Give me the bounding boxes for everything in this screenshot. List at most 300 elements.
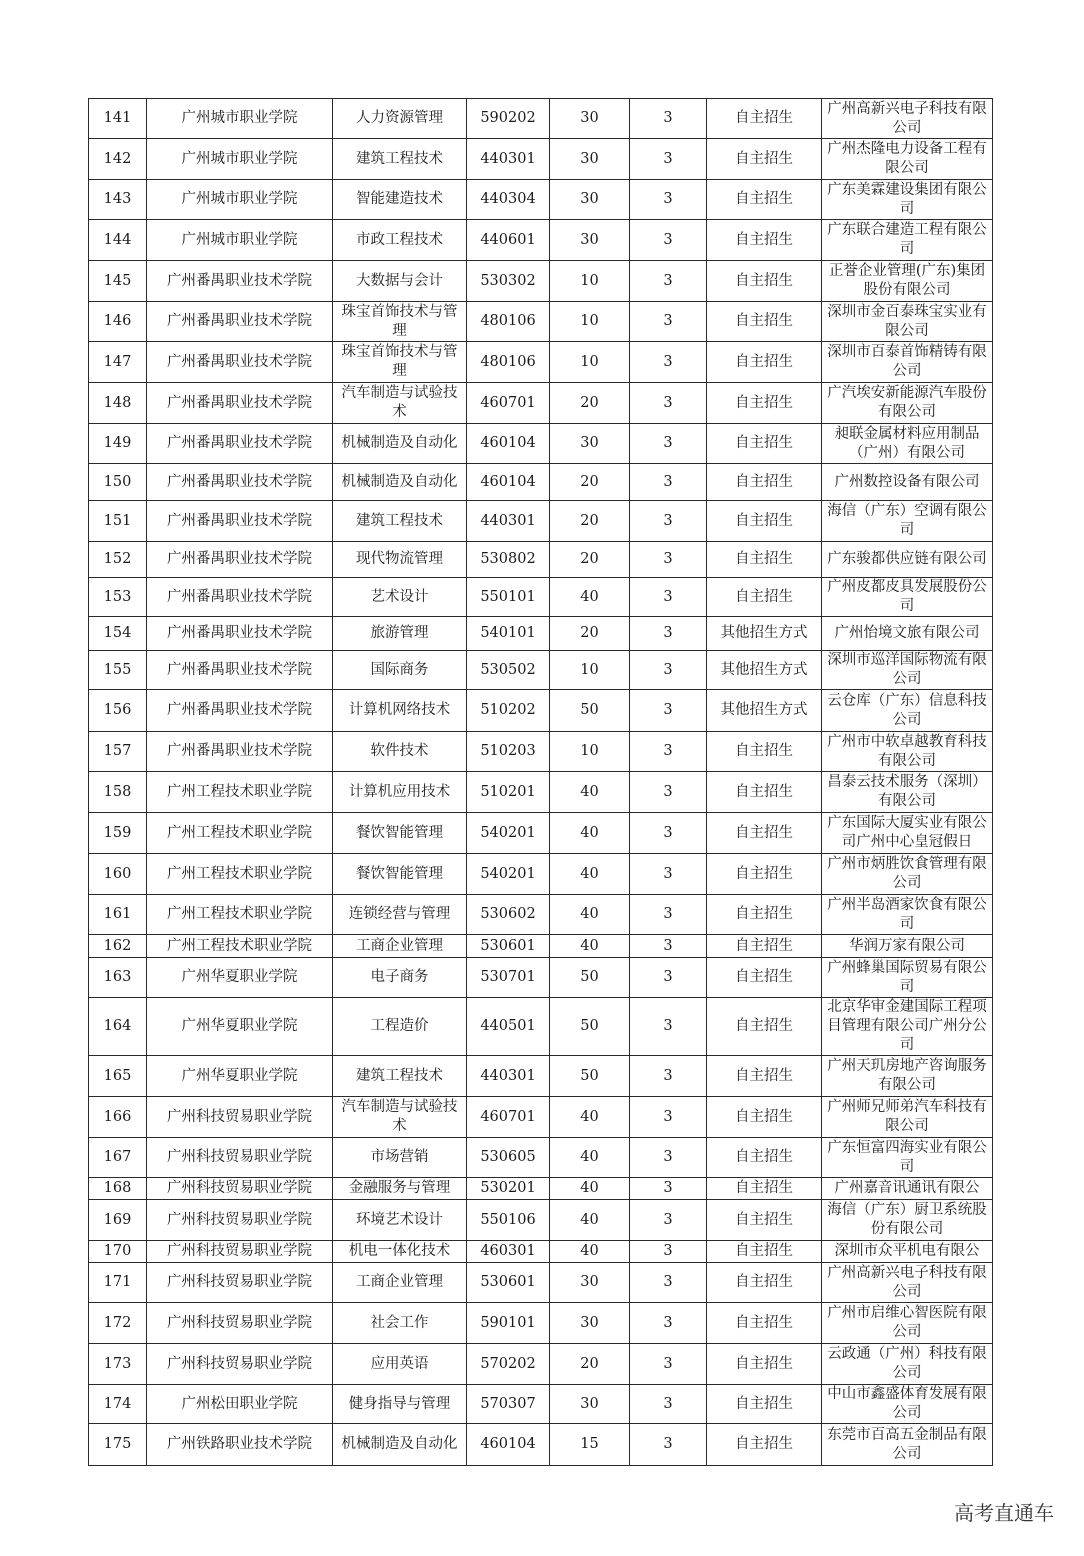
partner-company-cell: 海信（广东）厨卫系统股份有限公司	[822, 1200, 993, 1241]
program-years-cell: 3	[630, 935, 707, 958]
enrollment-method-cell: 自主招生	[707, 958, 822, 998]
table-row	[89, 895, 993, 935]
enrollment-method-cell: 自主招生	[707, 813, 822, 854]
table-row	[89, 1056, 993, 1097]
program-years-cell: 3	[630, 99, 707, 139]
enrollment-method-cell: 自主招生	[707, 998, 822, 1056]
major-code-cell: 590101	[467, 1303, 550, 1344]
school-name-cell: 广州番禺职业技术学院	[147, 261, 333, 302]
enrollment-method-cell: 自主招生	[707, 464, 822, 501]
major-name-cell: 软件技术	[333, 732, 467, 772]
table-row	[89, 1200, 993, 1241]
school-name-cell: 广州科技贸易职业学院	[147, 1138, 333, 1178]
row-number-cell: 154	[89, 617, 147, 651]
program-years-cell: 3	[630, 578, 707, 617]
major-name-cell: 电子商务	[333, 958, 467, 998]
table-row	[89, 854, 993, 895]
enrollment-method-cell: 自主招生	[707, 1097, 822, 1138]
program-years-cell: 3	[630, 383, 707, 424]
plan-count-cell: 10	[550, 732, 630, 772]
partner-company-cell: 广州高新兴电子科技有限公司	[822, 1263, 993, 1303]
school-name-cell: 广州工程技术职业学院	[147, 854, 333, 895]
enrollment-method-cell: 自主招生	[707, 383, 822, 424]
enrollment-method-cell: 自主招生	[707, 1178, 822, 1200]
major-code-cell: 460701	[467, 1097, 550, 1138]
row-number-cell: 166	[89, 1097, 147, 1138]
program-years-cell: 3	[630, 1241, 707, 1263]
program-years-cell: 3	[630, 958, 707, 998]
major-name-cell: 汽车制造与试验技术	[333, 1097, 467, 1138]
enrollment-method-cell: 自主招生	[707, 1263, 822, 1303]
program-years-cell: 3	[630, 1424, 707, 1466]
major-code-cell: 530201	[467, 1178, 550, 1200]
program-years-cell: 3	[630, 617, 707, 651]
major-name-cell: 汽车制造与试验技术	[333, 383, 467, 424]
major-code-cell: 530802	[467, 542, 550, 578]
major-name-cell: 机械制造及自动化	[333, 464, 467, 501]
major-code-cell: 460104	[467, 464, 550, 501]
partner-company-cell: 深圳市百泰首饰精铸有限公司	[822, 342, 993, 383]
enrollment-method-cell: 自主招生	[707, 1385, 822, 1424]
table-row	[89, 1178, 993, 1200]
program-years-cell: 3	[630, 1263, 707, 1303]
watermark: 高考直通车	[954, 1501, 1054, 1525]
partner-company-cell: 北京华审金建国际工程项目管理有限公司广州分公司	[822, 998, 993, 1056]
major-name-cell: 旅游管理	[333, 617, 467, 651]
partner-company-cell: 广州皮都皮具发展股份公司	[822, 578, 993, 617]
major-name-cell: 建筑工程技术	[333, 139, 467, 180]
partner-company-cell: 广州半岛酒家饮食有限公司	[822, 895, 993, 935]
table-row	[89, 617, 993, 651]
partner-company-cell: 广州市启维心智医院有限公司	[822, 1303, 993, 1344]
partner-company-cell: 广州天玑房地产咨询服务有限公司	[822, 1056, 993, 1097]
major-code-cell: 530302	[467, 261, 550, 302]
partner-company-cell: 深圳市巡洋国际物流有限公司	[822, 651, 993, 690]
enrollment-method-cell: 自主招生	[707, 220, 822, 261]
school-name-cell: 广州科技贸易职业学院	[147, 1303, 333, 1344]
plan-count-cell: 30	[550, 220, 630, 261]
table-row	[89, 998, 993, 1056]
enrollment-method-cell: 自主招生	[707, 1056, 822, 1097]
major-code-cell: 510202	[467, 690, 550, 732]
major-code-cell: 530502	[467, 651, 550, 690]
enrollment-method-cell: 自主招生	[707, 424, 822, 464]
school-name-cell: 广州番禺职业技术学院	[147, 651, 333, 690]
plan-count-cell: 50	[550, 998, 630, 1056]
school-name-cell: 广州科技贸易职业学院	[147, 1263, 333, 1303]
row-number-cell: 144	[89, 220, 147, 261]
table-row	[89, 1097, 993, 1138]
school-name-cell: 广州番禺职业技术学院	[147, 542, 333, 578]
table-row	[89, 220, 993, 261]
plan-count-cell: 30	[550, 1303, 630, 1344]
major-name-cell: 珠宝首饰技术与管理	[333, 302, 467, 342]
table-row	[89, 1303, 993, 1344]
row-number-cell: 150	[89, 464, 147, 501]
plan-count-cell: 20	[550, 542, 630, 578]
school-name-cell: 广州城市职业学院	[147, 180, 333, 220]
row-number-cell: 156	[89, 690, 147, 732]
plan-count-cell: 10	[550, 302, 630, 342]
major-code-cell: 570202	[467, 1344, 550, 1385]
school-name-cell: 广州松田职业学院	[147, 1385, 333, 1424]
major-code-cell: 530601	[467, 935, 550, 958]
program-years-cell: 3	[630, 424, 707, 464]
school-name-cell: 广州铁路职业技术学院	[147, 1424, 333, 1466]
plan-count-cell: 30	[550, 1385, 630, 1424]
row-number-cell: 165	[89, 1056, 147, 1097]
partner-company-cell: 广东美霖建设集团有限公司	[822, 180, 993, 220]
partner-company-cell: 广州蜂巢国际贸易有限公司	[822, 958, 993, 998]
partner-company-cell: 中山市鑫盛体育发展有限公司	[822, 1385, 993, 1424]
row-number-cell: 160	[89, 854, 147, 895]
enrollment-method-cell: 自主招生	[707, 1200, 822, 1241]
major-code-cell: 550101	[467, 578, 550, 617]
enrollment-method-cell: 自主招生	[707, 732, 822, 772]
school-name-cell: 广州番禺职业技术学院	[147, 617, 333, 651]
table-row	[89, 342, 993, 383]
enrollment-method-cell: 其他招生方式	[707, 651, 822, 690]
plan-count-cell: 50	[550, 1056, 630, 1097]
enrollment-method-cell: 自主招生	[707, 261, 822, 302]
table-row	[89, 139, 993, 180]
major-code-cell: 440301	[467, 1056, 550, 1097]
table-row	[89, 690, 993, 732]
enrollment-method-cell: 自主招生	[707, 99, 822, 139]
major-name-cell: 大数据与会计	[333, 261, 467, 302]
partner-company-cell: 广东恒富四海实业有限公司	[822, 1138, 993, 1178]
enrollment-method-cell: 自主招生	[707, 854, 822, 895]
partner-company-cell: 广东国际大厦实业有限公司广州中心皇冠假日	[822, 813, 993, 854]
program-years-cell: 3	[630, 998, 707, 1056]
major-code-cell: 440501	[467, 998, 550, 1056]
school-name-cell: 广州工程技术职业学院	[147, 935, 333, 958]
major-code-cell: 460301	[467, 1241, 550, 1263]
row-number-cell: 155	[89, 651, 147, 690]
plan-count-cell: 10	[550, 261, 630, 302]
program-years-cell: 3	[630, 342, 707, 383]
major-name-cell: 人力资源管理	[333, 99, 467, 139]
partner-company-cell: 云仓库（广东）信息科技公司	[822, 690, 993, 732]
row-number-cell: 141	[89, 99, 147, 139]
major-code-cell: 530605	[467, 1138, 550, 1178]
school-name-cell: 广州番禺职业技术学院	[147, 690, 333, 732]
major-name-cell: 连锁经营与管理	[333, 895, 467, 935]
table-row	[89, 464, 993, 501]
row-number-cell: 171	[89, 1263, 147, 1303]
program-years-cell: 3	[630, 813, 707, 854]
major-name-cell: 市场营销	[333, 1138, 467, 1178]
school-name-cell: 广州番禺职业技术学院	[147, 383, 333, 424]
major-name-cell: 国际商务	[333, 651, 467, 690]
program-years-cell: 3	[630, 220, 707, 261]
table-row	[89, 1138, 993, 1178]
major-name-cell: 智能建造技术	[333, 180, 467, 220]
row-number-cell: 161	[89, 895, 147, 935]
table-row	[89, 424, 993, 464]
row-number-cell: 169	[89, 1200, 147, 1241]
enrollment-method-cell: 自主招生	[707, 1241, 822, 1263]
major-name-cell: 艺术设计	[333, 578, 467, 617]
major-name-cell: 机械制造及自动化	[333, 424, 467, 464]
row-number-cell: 163	[89, 958, 147, 998]
plan-count-cell: 15	[550, 1424, 630, 1466]
program-years-cell: 3	[630, 180, 707, 220]
partner-company-cell: 广州高新兴电子科技有限公司	[822, 99, 993, 139]
partner-company-cell: 昶联金属材料应用制品（广州）有限公司	[822, 424, 993, 464]
plan-count-cell: 20	[550, 501, 630, 542]
plan-count-cell: 30	[550, 99, 630, 139]
plan-count-cell: 30	[550, 424, 630, 464]
program-years-cell: 3	[630, 1097, 707, 1138]
plan-count-cell: 40	[550, 813, 630, 854]
plan-count-cell: 20	[550, 383, 630, 424]
partner-company-cell: 深圳市众平机电有限公	[822, 1241, 993, 1263]
table-row	[89, 1385, 993, 1424]
enrollment-method-cell: 自主招生	[707, 302, 822, 342]
school-name-cell: 广州番禺职业技术学院	[147, 732, 333, 772]
program-years-cell: 3	[630, 302, 707, 342]
plan-count-cell: 40	[550, 935, 630, 958]
major-code-cell: 590202	[467, 99, 550, 139]
row-number-cell: 152	[89, 542, 147, 578]
plan-count-cell: 40	[550, 578, 630, 617]
program-years-cell: 3	[630, 1385, 707, 1424]
school-name-cell: 广州华夏职业学院	[147, 958, 333, 998]
major-name-cell: 机电一体化技术	[333, 1241, 467, 1263]
row-number-cell: 147	[89, 342, 147, 383]
row-number-cell: 168	[89, 1178, 147, 1200]
partner-company-cell: 广州杰隆电力设备工程有限公司	[822, 139, 993, 180]
school-name-cell: 广州番禺职业技术学院	[147, 424, 333, 464]
partner-company-cell: 广州怡境文旅有限公司	[822, 617, 993, 651]
school-name-cell: 广州番禺职业技术学院	[147, 302, 333, 342]
table-row	[89, 302, 993, 342]
row-number-cell: 143	[89, 180, 147, 220]
row-number-cell: 142	[89, 139, 147, 180]
row-number-cell: 146	[89, 302, 147, 342]
program-years-cell: 3	[630, 651, 707, 690]
row-number-cell: 172	[89, 1303, 147, 1344]
major-name-cell: 环境艺术设计	[333, 1200, 467, 1241]
major-code-cell: 440301	[467, 139, 550, 180]
school-name-cell: 广州科技贸易职业学院	[147, 1344, 333, 1385]
major-name-cell: 计算机网络技术	[333, 690, 467, 732]
table-row	[89, 651, 993, 690]
major-code-cell: 550106	[467, 1200, 550, 1241]
school-name-cell: 广州城市职业学院	[147, 99, 333, 139]
major-name-cell: 应用英语	[333, 1344, 467, 1385]
enrollment-method-cell: 自主招生	[707, 1424, 822, 1466]
enrollment-method-cell: 自主招生	[707, 542, 822, 578]
program-years-cell: 3	[630, 1344, 707, 1385]
major-name-cell: 工程造价	[333, 998, 467, 1056]
plan-count-cell: 40	[550, 895, 630, 935]
row-number-cell: 170	[89, 1241, 147, 1263]
program-years-cell: 3	[630, 1178, 707, 1200]
enrollment-table	[88, 98, 993, 1466]
enrollment-method-cell: 自主招生	[707, 1303, 822, 1344]
plan-count-cell: 40	[550, 1178, 630, 1200]
table-row	[89, 501, 993, 542]
major-name-cell: 餐饮智能管理	[333, 854, 467, 895]
row-number-cell: 159	[89, 813, 147, 854]
table-row	[89, 1344, 993, 1385]
plan-count-cell: 30	[550, 180, 630, 220]
major-name-cell: 市政工程技术	[333, 220, 467, 261]
major-name-cell: 计算机应用技术	[333, 772, 467, 813]
partner-company-cell: 广东骏都供应链有限公司	[822, 542, 993, 578]
program-years-cell: 3	[630, 1200, 707, 1241]
enrollment-method-cell: 自主招生	[707, 772, 822, 813]
partner-company-cell: 华润万家有限公司	[822, 935, 993, 958]
table-body	[89, 99, 993, 1466]
partner-company-cell: 昌泰云技术服务（深圳）有限公司	[822, 772, 993, 813]
school-name-cell: 广州科技贸易职业学院	[147, 1241, 333, 1263]
partner-company-cell: 广州市中软卓越教育科技有限公司	[822, 732, 993, 772]
plan-count-cell: 40	[550, 1097, 630, 1138]
major-name-cell: 工商企业管理	[333, 1263, 467, 1303]
program-years-cell: 3	[630, 464, 707, 501]
plan-count-cell: 20	[550, 1344, 630, 1385]
program-years-cell: 3	[630, 1138, 707, 1178]
program-years-cell: 3	[630, 139, 707, 180]
school-name-cell: 广州华夏职业学院	[147, 1056, 333, 1097]
major-code-cell: 460104	[467, 1424, 550, 1466]
row-number-cell: 173	[89, 1344, 147, 1385]
table-row	[89, 1263, 993, 1303]
row-number-cell: 167	[89, 1138, 147, 1178]
row-number-cell: 149	[89, 424, 147, 464]
major-code-cell: 510203	[467, 732, 550, 772]
plan-count-cell: 20	[550, 617, 630, 651]
row-number-cell: 153	[89, 578, 147, 617]
major-code-cell: 510201	[467, 772, 550, 813]
enrollment-method-cell: 自主招生	[707, 578, 822, 617]
major-code-cell: 440301	[467, 501, 550, 542]
school-name-cell: 广州番禺职业技术学院	[147, 578, 333, 617]
program-years-cell: 3	[630, 895, 707, 935]
row-number-cell: 145	[89, 261, 147, 302]
table-row	[89, 1241, 993, 1263]
partner-company-cell: 广州师兄师弟汽车科技有限公司	[822, 1097, 993, 1138]
major-code-cell: 480106	[467, 302, 550, 342]
plan-count-cell: 50	[550, 958, 630, 998]
plan-count-cell: 40	[550, 1138, 630, 1178]
school-name-cell: 广州科技贸易职业学院	[147, 1097, 333, 1138]
major-code-cell: 570307	[467, 1385, 550, 1424]
major-name-cell: 工商企业管理	[333, 935, 467, 958]
major-name-cell: 金融服务与管理	[333, 1178, 467, 1200]
plan-count-cell: 10	[550, 651, 630, 690]
partner-company-cell: 广东联合建造工程有限公司	[822, 220, 993, 261]
enrollment-method-cell: 自主招生	[707, 139, 822, 180]
row-number-cell: 151	[89, 501, 147, 542]
school-name-cell: 广州城市职业学院	[147, 220, 333, 261]
table-row	[89, 542, 993, 578]
major-name-cell: 建筑工程技术	[333, 501, 467, 542]
plan-count-cell: 40	[550, 1200, 630, 1241]
major-code-cell: 540101	[467, 617, 550, 651]
partner-company-cell: 正誉企业管理(广东)集团股份有限公司	[822, 261, 993, 302]
major-code-cell: 530601	[467, 1263, 550, 1303]
plan-count-cell: 20	[550, 464, 630, 501]
table-row	[89, 99, 993, 139]
row-number-cell: 158	[89, 772, 147, 813]
enrollment-method-cell: 自主招生	[707, 895, 822, 935]
school-name-cell: 广州工程技术职业学院	[147, 895, 333, 935]
plan-count-cell: 50	[550, 690, 630, 732]
major-code-cell: 540201	[467, 813, 550, 854]
enrollment-method-cell: 自主招生	[707, 180, 822, 220]
table-row	[89, 813, 993, 854]
program-years-cell: 3	[630, 542, 707, 578]
row-number-cell: 157	[89, 732, 147, 772]
enrollment-method-cell: 其他招生方式	[707, 617, 822, 651]
enrollment-method-cell: 自主招生	[707, 1138, 822, 1178]
school-name-cell: 广州番禺职业技术学院	[147, 464, 333, 501]
partner-company-cell: 东莞市百高五金制品有限公司	[822, 1424, 993, 1466]
major-name-cell: 珠宝首饰技术与管理	[333, 342, 467, 383]
partner-company-cell: 深圳市金百泰珠宝实业有限公司	[822, 302, 993, 342]
school-name-cell: 广州番禺职业技术学院	[147, 501, 333, 542]
partner-company-cell: 广州数控设备有限公司	[822, 464, 993, 501]
partner-company-cell: 云政通（广州）科技有限公司	[822, 1344, 993, 1385]
major-code-cell: 480106	[467, 342, 550, 383]
row-number-cell: 175	[89, 1424, 147, 1466]
plan-count-cell: 40	[550, 854, 630, 895]
major-code-cell: 530701	[467, 958, 550, 998]
major-code-cell: 460104	[467, 424, 550, 464]
major-code-cell: 440304	[467, 180, 550, 220]
plan-count-cell: 40	[550, 1241, 630, 1263]
table-row	[89, 1424, 993, 1466]
table-row	[89, 772, 993, 813]
major-code-cell: 460701	[467, 383, 550, 424]
table-row	[89, 383, 993, 424]
program-years-cell: 3	[630, 1303, 707, 1344]
partner-company-cell: 广州嘉音讯通讯有限公	[822, 1178, 993, 1200]
partner-company-cell: 广汽埃安新能源汽车股份有限公司	[822, 383, 993, 424]
table-row	[89, 935, 993, 958]
school-name-cell: 广州科技贸易职业学院	[147, 1200, 333, 1241]
plan-count-cell: 30	[550, 1263, 630, 1303]
program-years-cell: 3	[630, 772, 707, 813]
major-name-cell: 健身指导与管理	[333, 1385, 467, 1424]
table-row	[89, 261, 993, 302]
partner-company-cell: 海信（广东）空调有限公司	[822, 501, 993, 542]
major-name-cell: 现代物流管理	[333, 542, 467, 578]
school-name-cell: 广州科技贸易职业学院	[147, 1178, 333, 1200]
enrollment-method-cell: 其他招生方式	[707, 690, 822, 732]
major-name-cell: 建筑工程技术	[333, 1056, 467, 1097]
school-name-cell: 广州华夏职业学院	[147, 998, 333, 1056]
school-name-cell: 广州工程技术职业学院	[147, 813, 333, 854]
major-name-cell: 社会工作	[333, 1303, 467, 1344]
table-row	[89, 958, 993, 998]
enrollment-method-cell: 自主招生	[707, 935, 822, 958]
program-years-cell: 3	[630, 1056, 707, 1097]
school-name-cell: 广州工程技术职业学院	[147, 772, 333, 813]
enrollment-method-cell: 自主招生	[707, 342, 822, 383]
program-years-cell: 3	[630, 501, 707, 542]
major-code-cell: 440601	[467, 220, 550, 261]
table-row	[89, 732, 993, 772]
school-name-cell: 广州城市职业学院	[147, 139, 333, 180]
row-number-cell: 164	[89, 998, 147, 1056]
program-years-cell: 3	[630, 732, 707, 772]
partner-company-cell: 广州市炳胜饮食管理有限公司	[822, 854, 993, 895]
